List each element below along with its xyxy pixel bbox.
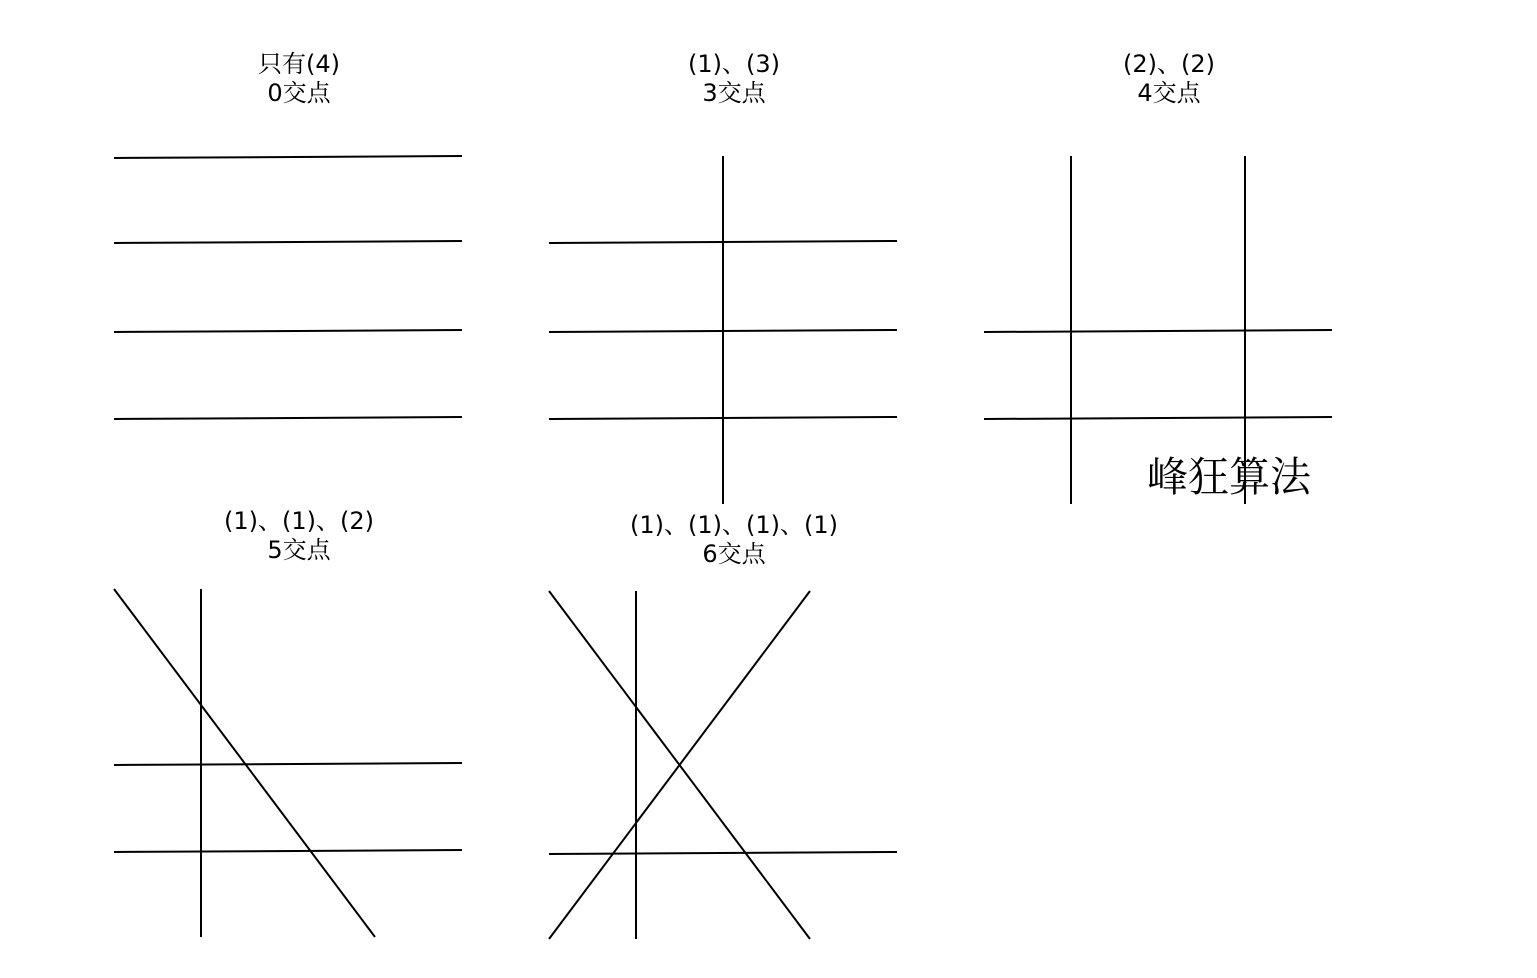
panel-3-grouping: (2)、(2) [1123, 50, 1215, 78]
panel-4-grouping: (1)、(1)、(2) [224, 507, 374, 535]
panel-2-intersections: 3交点 [702, 79, 766, 107]
panel-1-line-4 [114, 417, 462, 419]
panel-5-lines [549, 591, 897, 939]
panel-3-line-h2 [984, 417, 1332, 419]
panel-1-intersections: 0交点 [267, 79, 331, 107]
panel-2-line-h3 [549, 417, 897, 419]
panel-4-line-h2 [114, 850, 462, 852]
panel-1-line-2 [114, 241, 462, 243]
panel-5-line-horizontal [549, 852, 897, 854]
panel-1-lines [114, 156, 462, 419]
panel-3-intersections: 4交点 [1137, 79, 1201, 107]
panel-1-line-3 [114, 330, 462, 332]
panel-2-lines [549, 156, 897, 504]
panel-4-lines [114, 589, 462, 937]
panel-2-line-h1 [549, 241, 897, 243]
panel-2-grouping: (1)、(3) [688, 50, 780, 78]
watermark-text: 峰狂算法 [1147, 453, 1311, 501]
panel-1-grouping: 只有(4) [258, 50, 340, 78]
panel-1-line-1 [114, 156, 462, 158]
panel-2-line-h2 [549, 330, 897, 332]
panel-3-line-h1 [984, 330, 1332, 332]
panel-5-grouping: (1)、(1)、(1)、(1) [630, 511, 838, 539]
panel-4-intersections: 5交点 [267, 536, 331, 564]
panel-5-intersections: 6交点 [702, 540, 766, 568]
panel-4-line-h1 [114, 763, 462, 765]
